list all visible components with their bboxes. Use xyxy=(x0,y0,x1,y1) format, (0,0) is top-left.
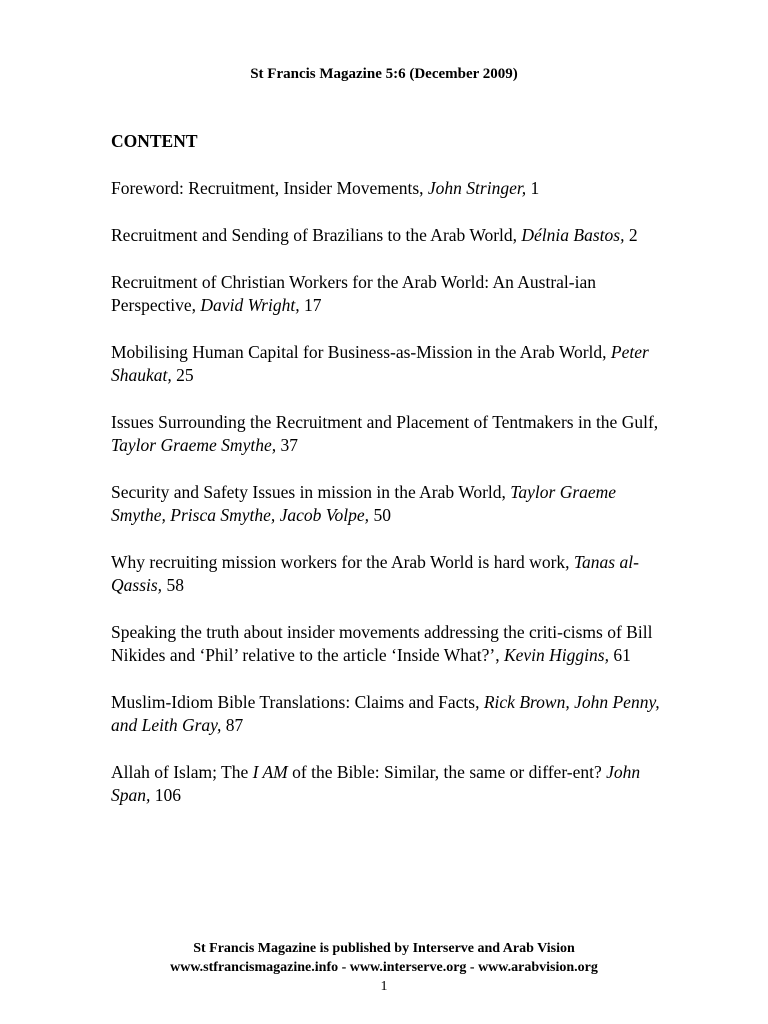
entry-author: John Span, xyxy=(111,762,641,805)
entry-author: John Stringer, xyxy=(427,178,527,198)
entry-author: Taylor Graeme Smythe, Prisca Smythe, Jacob Volpe, xyxy=(111,482,617,525)
toc-entry xyxy=(111,411,661,457)
toc-entry xyxy=(111,271,661,317)
entry-title-continued: of the Bible: Similar, the same or differ-ent? xyxy=(287,762,607,782)
entry-author: Tanas al-Qassis, xyxy=(111,552,639,595)
entry-title: Recruitment and Sending of Brazilians to the Arab World, xyxy=(111,225,522,245)
table-of-contents xyxy=(111,177,661,831)
entry-page: 25 xyxy=(171,365,194,385)
entry-title: Recruitment of Christian Workers for the Arab World: An Austral-ian Perspective, xyxy=(111,272,596,315)
entry-page: 2 xyxy=(624,225,638,245)
toc-entry xyxy=(111,224,661,247)
entry-page: 37 xyxy=(276,435,298,455)
entry-title: Foreword: Recruitment, Insider Movements xyxy=(111,178,420,198)
entry-separator: , xyxy=(419,178,428,198)
entry-author: Délnia Bastos, xyxy=(521,225,625,245)
entry-page: 106 xyxy=(150,785,181,805)
document-header: St Francis Magazine 5:6 (December 2009) xyxy=(250,66,518,82)
publisher-line: St Francis Magazine is published by Interserve and Arab Vision xyxy=(193,941,575,956)
toc-entry xyxy=(111,341,661,387)
entry-page: 1 xyxy=(526,178,540,198)
entry-title: Security and Safety Issues in mission in the Arab World, xyxy=(111,482,511,502)
entry-title: Why recruiting mission workers for the Arab World is hard work, xyxy=(111,552,574,572)
toc-entry xyxy=(111,621,661,667)
entry-title: Muslim-Idiom Bible Translations: Claims and Facts, xyxy=(111,692,484,712)
entry-page: 17 xyxy=(299,295,322,315)
entry-author: Peter Shaukat, xyxy=(111,342,649,385)
contents-heading: CONTENT xyxy=(111,131,198,151)
entry-author: David Wright, xyxy=(200,295,300,315)
publisher-footer xyxy=(0,939,768,977)
entry-page: 50 xyxy=(369,505,391,525)
toc-entry xyxy=(111,761,661,807)
website-links: www.stfrancismagazine.info - www.interserve.org - www.arabvision.org xyxy=(170,960,598,975)
entry-title: Speaking the truth about insider movements addressing the criti-cisms of Bill Nikides and ‘Phil’ relative to the article ‘Inside What?’, xyxy=(111,622,653,665)
entry-title-emphasis: I AM xyxy=(252,762,288,782)
entry-author: Rick Brown, John Penny, and Leith Gray, xyxy=(111,692,660,735)
entry-author: Kevin Higgins, xyxy=(503,645,609,665)
entry-title: Issues Surrounding the Recruitment and Placement of Tentmakers in the Gulf, xyxy=(111,412,659,432)
entry-title: Allah of Islam; The xyxy=(111,762,253,782)
page-number: 1 xyxy=(380,979,388,994)
entry-author: Taylor Graeme Smythe, xyxy=(111,435,277,455)
entry-page: 58 xyxy=(162,575,184,595)
toc-entry xyxy=(111,691,661,737)
entry-page: 87 xyxy=(221,715,244,735)
entry-title: Mobilising Human Capital for Business-as-Mission in the Arab World, xyxy=(111,342,611,362)
toc-entry xyxy=(111,177,661,200)
toc-entry xyxy=(111,481,661,527)
toc-entry xyxy=(111,551,661,597)
entry-page: 61 xyxy=(608,645,631,665)
